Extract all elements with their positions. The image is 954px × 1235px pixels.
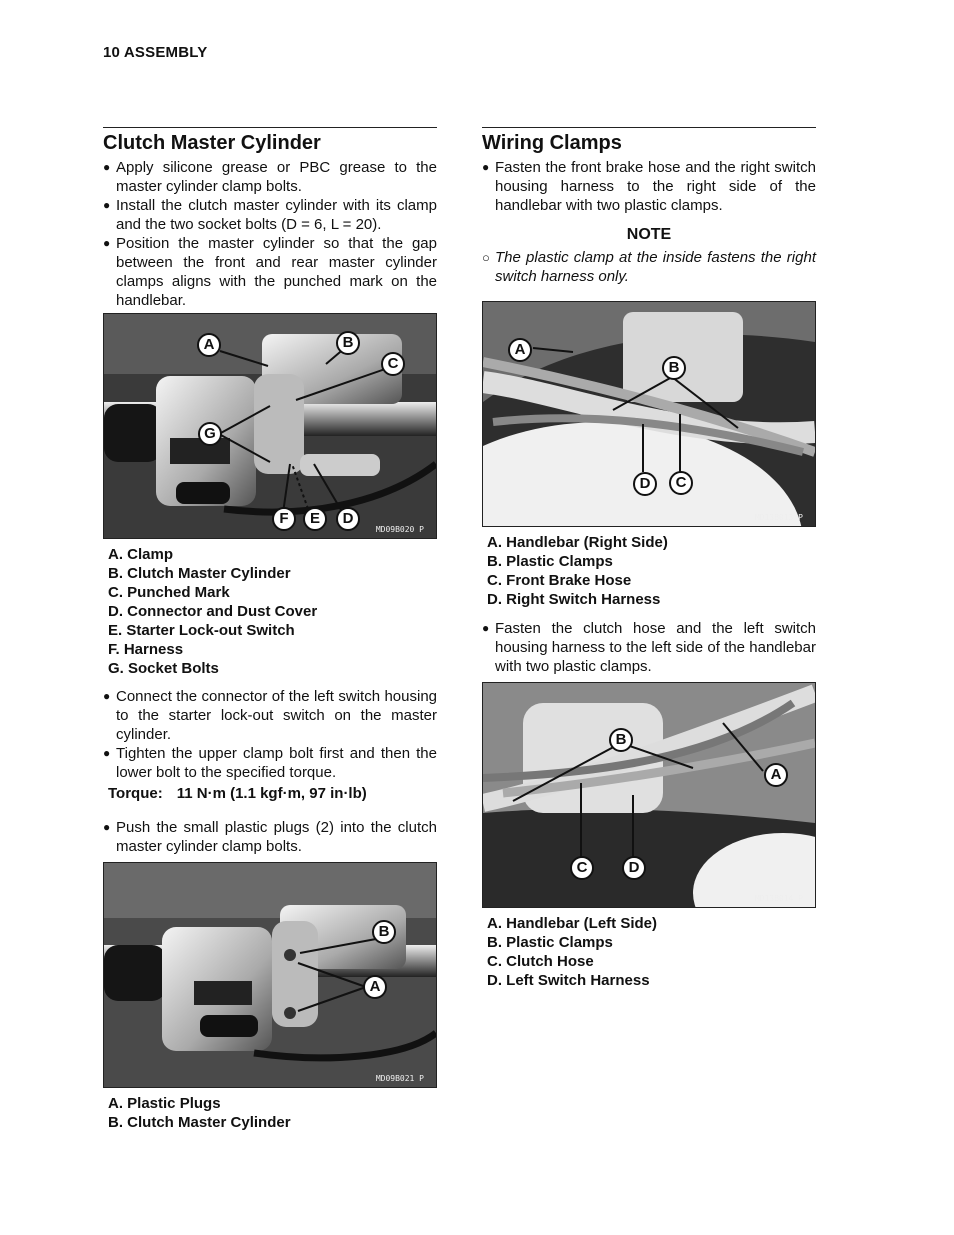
bullet-icon: ● bbox=[103, 160, 111, 174]
caption-item: B. Plastic Clamps bbox=[487, 553, 613, 570]
callout-label: D bbox=[336, 507, 360, 531]
bullet-icon: ● bbox=[103, 746, 111, 760]
bullet-text: Push the small plastic plugs (2) into the clutch master cylinder clamp bolts. bbox=[116, 819, 437, 855]
page-header: 10 ASSEMBLY bbox=[103, 44, 208, 61]
caption-item: G. Socket Bolts bbox=[108, 660, 219, 677]
callout-label: C bbox=[570, 856, 594, 880]
caption-item: E. Starter Lock-out Switch bbox=[108, 622, 295, 639]
callout-label: D bbox=[633, 472, 657, 496]
callout-label: B bbox=[372, 920, 396, 944]
note-item bbox=[482, 248, 816, 286]
photo-wiring-clamps-left bbox=[482, 682, 816, 908]
callout-label: G bbox=[198, 422, 222, 446]
bullet-item bbox=[103, 818, 437, 856]
caption-item: B. Clutch Master Cylinder bbox=[108, 565, 291, 582]
bullet-icon: ● bbox=[482, 621, 490, 635]
section-title-wiring-clamps: Wiring Clamps bbox=[482, 127, 816, 158]
torque-label: Torque: bbox=[108, 785, 163, 802]
right-column bbox=[482, 127, 816, 990]
bullet-icon: ● bbox=[482, 160, 490, 174]
bullet-item bbox=[103, 687, 437, 744]
caption-item: A. Plastic Plugs bbox=[108, 1095, 221, 1112]
photo-code: MD13B013 P bbox=[754, 513, 803, 522]
bullet-icon: ● bbox=[103, 198, 111, 212]
caption-item: A. Clamp bbox=[108, 546, 174, 563]
left-column bbox=[103, 127, 437, 1132]
photo-code: MD13B014 P bbox=[754, 894, 803, 903]
caption-item: D. Connector and Dust Cover bbox=[108, 603, 318, 620]
callout-label: A bbox=[764, 763, 788, 787]
bullet-item bbox=[103, 744, 437, 782]
callout-label: C bbox=[669, 471, 693, 495]
bullet-item bbox=[482, 619, 816, 676]
caption-item: C. Clutch Hose bbox=[487, 953, 594, 970]
callout-label: A bbox=[363, 975, 387, 999]
callout-label: B bbox=[336, 331, 360, 355]
photo-plastic-plugs bbox=[103, 862, 437, 1088]
caption-item: F. Harness bbox=[108, 641, 184, 658]
bullet-text: Apply silicone grease or PBC grease to the master cylinder clamp bolts. bbox=[116, 159, 437, 195]
note-heading: NOTE bbox=[626, 226, 672, 243]
photo-code: MD09B020 P bbox=[375, 525, 424, 534]
circle-bullet-icon: ○ bbox=[482, 250, 490, 265]
bullet-text: Fasten the clutch hose and the left switch housing harness to the left side of the handlebar with two plastic clamps. bbox=[495, 620, 816, 675]
caption-list bbox=[103, 1094, 437, 1132]
callout-label: C bbox=[381, 352, 405, 376]
photo-wiring-clamps-right bbox=[482, 301, 816, 527]
caption-item: C. Punched Mark bbox=[108, 584, 230, 601]
callout-label: F bbox=[272, 507, 296, 531]
callout-label: B bbox=[609, 728, 633, 752]
caption-item: A. Handlebar (Right Side) bbox=[487, 534, 668, 551]
caption-item: B. Plastic Clamps bbox=[487, 934, 613, 951]
callout-label: B bbox=[662, 356, 686, 380]
photo-code: MD09B021 P bbox=[375, 1074, 424, 1083]
caption-list bbox=[482, 914, 816, 990]
bullet-text: Position the master cylinder so that the gap between the front and rear master cylinder clamps aligns with the punched mark on the handlebar. bbox=[116, 235, 437, 309]
caption-item: D. Left Switch Harness bbox=[487, 972, 650, 989]
bullet-text: Fasten the front brake hose and the right switch housing harness to the right side of the handlebar with two plastic clamps. bbox=[495, 159, 816, 214]
section-title-clutch-master-cylinder: Clutch Master Cylinder bbox=[103, 127, 437, 158]
bullet-icon: ● bbox=[103, 820, 111, 834]
caption-list bbox=[482, 533, 816, 609]
bullet-icon: ● bbox=[103, 236, 111, 250]
bullet-item bbox=[482, 158, 816, 215]
bullet-icon: ● bbox=[103, 689, 111, 703]
caption-item: A. Handlebar (Left Side) bbox=[487, 915, 658, 932]
bullet-item bbox=[103, 158, 437, 196]
caption-item: B. Clutch Master Cylinder bbox=[108, 1114, 291, 1131]
torque-spec bbox=[103, 784, 437, 803]
bullet-text: Install the clutch master cylinder with its clamp and the two socket bolts (D = 6, L = 20). bbox=[116, 197, 437, 233]
caption-item: C. Front Brake Hose bbox=[487, 572, 632, 589]
bullet-text: Tighten the upper clamp bolt first and then the lower bolt to the specified torque. bbox=[116, 745, 437, 781]
caption-item: D. Right Switch Harness bbox=[487, 591, 661, 608]
caption-list bbox=[103, 545, 437, 678]
bullet-item bbox=[103, 234, 437, 310]
bullet-item bbox=[103, 196, 437, 234]
photo-clutch-master-cylinder bbox=[103, 313, 437, 539]
note-text: The plastic clamp at the inside fastens the right switch harness only. bbox=[495, 249, 816, 285]
callout-label: A bbox=[197, 333, 221, 357]
callout-label: D bbox=[622, 856, 646, 880]
callout-label: E bbox=[303, 507, 327, 531]
bullet-text: Connect the connector of the left switch housing to the starter lock-out switch on the master cylinder. bbox=[116, 688, 437, 743]
callout-label: A bbox=[508, 338, 532, 362]
torque-value: 11 N·m (1.1 kgf·m, 97 in·lb) bbox=[176, 785, 367, 802]
